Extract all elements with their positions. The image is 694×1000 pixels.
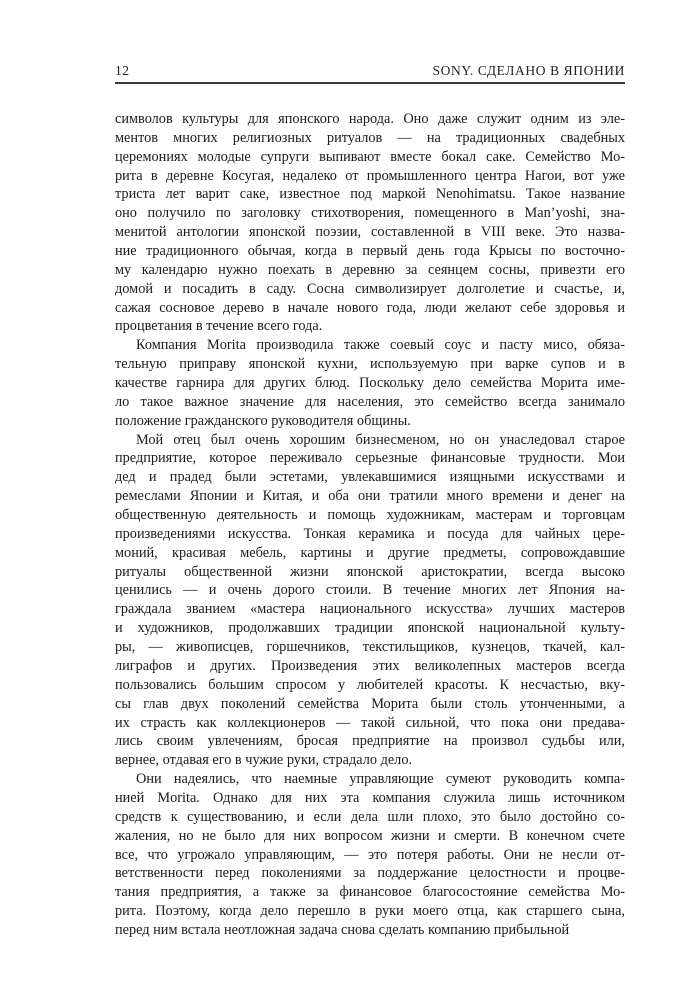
text-line: тания предприятия, а также за финансовое благосостояние семейства Мо- (115, 884, 625, 901)
text-line: ремеслами Японии и Китая, и оба они тратили много времени и денег на (115, 488, 625, 505)
text-line: сажая сосновое дерево в начале нового года, люди желают себе здоровья и (115, 299, 625, 316)
text-line: ритуалы общественной жизни японской аристократии, всегда высоко (115, 563, 625, 580)
text-line: средств к существованию, и если дела шли плохо, это было достойно со- (115, 808, 625, 825)
text-line: триста лет варит саке, известное под маркой Nenohimatsu. Такое название (115, 186, 625, 203)
text-line: рита. Поэтому, когда дело перешло в руки моего отца, как старшего сына, (115, 903, 625, 920)
text-line: процветания в течение всего года. (115, 318, 323, 335)
running-title: SONY. СДЕЛАНО В ЯПОНИИ (432, 63, 625, 78)
text-line: их страсть как коллекционеров — такой сильной, что пока они предава- (115, 714, 625, 731)
page-number: 12 (115, 63, 130, 78)
text-line: все, что угрожало управляющим, — это потеря работы. Они не несли от- (115, 846, 625, 863)
paragraph (115, 110, 625, 336)
text-line: рита в деревне Косугая, недалеко от промышленного центра Нагои, вот уже (115, 167, 625, 184)
text-line: домой и посадить в саду. Сосна символизирует долголетие и счастье, и, (115, 280, 625, 297)
text-line: Мой отец был очень хорошим бизнесменом, но он унаследовал старое (136, 431, 625, 448)
text-line: вернее, отдавая его в чужие руки, страдало дело. (115, 752, 413, 769)
text-line: перед ним встала неотложная задача снова сделать компанию прибыльной (115, 921, 570, 938)
paragraph (115, 431, 625, 770)
text-line: ценились — и очень дорого стоили. В течение многих лет Япония на- (115, 582, 625, 599)
text-line: менитой антологии японской поэзии, составленной в VIII веке. Это назва- (115, 224, 625, 241)
text-line: дед и прадед были эстетами, увлекавшимися изящными искусствами и (115, 469, 625, 486)
text-line: ветственности перед поколениями за поддержание целостности и процве- (115, 865, 625, 882)
text-line: оно получило по заголовку стихотворения, помещенного в Man’yoshi, зна- (115, 205, 625, 222)
text-line: качестве гарнира для других блюд. Поскольку дело семейства Морита име- (115, 375, 625, 392)
text-block (115, 0, 625, 940)
text-line: предприятие, которое переживало серьезные финансовые трудности. Мои (115, 450, 625, 467)
paragraph (115, 770, 625, 940)
text-line: Компания Morita производила также соевый соус и пасту мисо, обяза- (136, 337, 625, 354)
text-line: ментов многих религиозных ритуалов — на традиционных свадебных (115, 129, 625, 146)
text-line: сы глав двух поколений семейства Морита были столь утонченными, а (115, 695, 625, 712)
text-line: му календарю нужно поехать в деревню за сеянцем сосны, привезти его (115, 261, 625, 278)
text-line: граждала званием «мастера национального искусства» лучших мастеров (115, 601, 625, 618)
text-line: символов культуры для японского народа. Оно даже служит одним из эле- (115, 111, 625, 127)
text-line: пользовались большим спросом у любителей красоты. К несчастью, вку- (115, 676, 625, 693)
text-line: Они надеялись, что наемные управляющие сумеют руководить компа- (136, 771, 625, 788)
text-line: лись своим увлечениям, бросая предприятие на произвол судьбы или, (115, 733, 625, 750)
text-line: ло такое важное значение для населения, это семейство всегда занимало (115, 393, 625, 410)
page-body (115, 110, 625, 940)
text-line: жаления, но не было для них вопросом жизни и смерти. В конечном счете (115, 827, 625, 844)
paragraph (115, 336, 625, 430)
text-line: ры, — живописцев, горшечников, текстильщиков, кузнецов, ткачей, кал- (115, 639, 625, 656)
text-line: лиграфов и других. Произведения этих великолепных мастеров всегда (115, 657, 625, 674)
text-line: нией Morita. Однако для них эта компания служила лишь источником (115, 789, 625, 806)
text-line: положение гражданского руководителя общины. (115, 412, 411, 429)
text-line: тельную приправу японской кухни, используемую при варке супов и в (115, 356, 625, 373)
text-line: ние традиционного обычая, когда в первый день года Крысы по восточно- (115, 243, 625, 260)
page-header (115, 0, 625, 84)
text-line: церемониях молодые супруги выпивают вместе бокал саке. Семейство Мо- (115, 148, 625, 165)
text-line: общественную деятельность и помощь художникам, мастерам и торговцам (115, 507, 625, 524)
text-line: моний, красивая мебель, картины и другие предметы, сопровождавшие (115, 544, 625, 561)
text-line: произведениями искусства. Тонкая керамика и посуда для чайных цере- (115, 525, 625, 542)
text-line: и художников, продолжавших традиции японской национальной культу- (115, 620, 625, 637)
